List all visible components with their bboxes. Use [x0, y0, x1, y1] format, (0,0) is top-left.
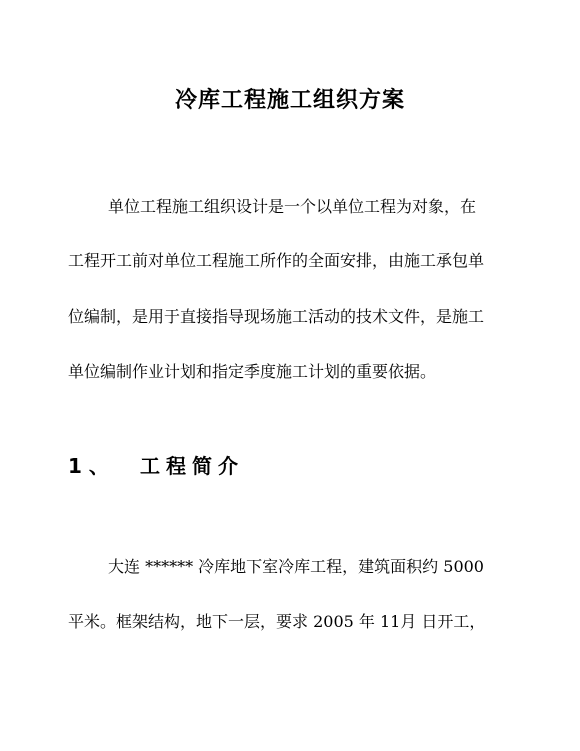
section-line-1: 大连 ****** 冷库地下室冷库工程，建筑面积约 5000: [108, 557, 484, 576]
section-title: 工程简介: [140, 454, 244, 478]
section-number: 1 、: [68, 454, 109, 478]
intro-line-4: 单位编制作业计划和指定季度施工计划的重要依据。: [68, 362, 437, 381]
document-title: 冷库工程施工组织方案: [174, 88, 405, 113]
intro-line-2: 工程开工前对单位工程施工所作的全面安排，由施工承包单: [68, 251, 485, 270]
section-heading: [68, 452, 244, 480]
intro-line-3: 位编制，是用于直接指导现场施工活动的技术文件，是施工: [68, 307, 485, 326]
intro-line-1: 单位工程施工组织设计是一个以单位工程为对象，在: [108, 197, 477, 216]
section-line-2: 平米。框架结构，地下一层，要求 2005 年 11月 日开工，: [68, 612, 486, 631]
